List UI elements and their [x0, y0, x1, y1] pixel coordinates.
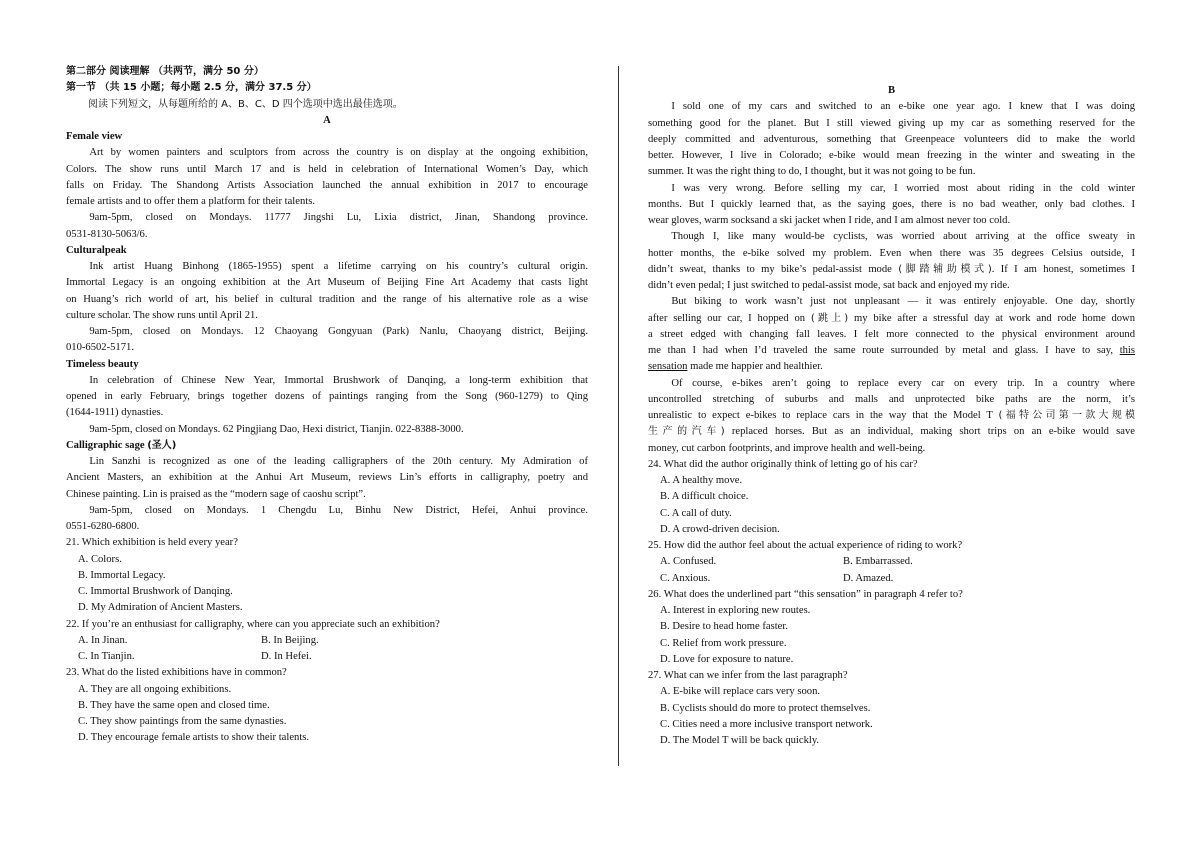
- right-column: [648, 83, 1135, 749]
- question-25-option[interactable]: B. Embarrassed.: [843, 556, 913, 568]
- question-22-stem: 22. If you’re an enthusiast for calligraphy, where can you appreciate such an exhibition?: [66, 618, 440, 630]
- section-heading: 第一节 （共 15 小题；每小题 2.5 分，满分 37.5 分）: [66, 82, 317, 94]
- passage-b-label: B: [887, 85, 896, 96]
- female-view-line: female artists and to offer them a platform for their talents.: [66, 196, 315, 207]
- passage-b-p5-line: uncontrolled stretching of suburbs and malls and unprotected bike paths are the norm, it’s: [648, 393, 1135, 405]
- instruction-text: 阅读下列短文，从每题所给的 A、B、C、D 四个选项中选出最佳选项。: [88, 98, 403, 110]
- female-view-line: Colors. The show runs until March 17 and is held in celebration of International Women’s Day, which: [66, 163, 588, 175]
- passage-b-p3-text: didn’t sweat, thanks to my bike’s pedal-assist mode: [648, 263, 899, 275]
- female-view-title: Female view: [66, 131, 123, 142]
- cultural-peak-info: 9am-5pm, closed on Mondays. 12 Chaoyang Gongyuan (Park) Nanlu, Chaoyang district, Beijing.: [89, 326, 588, 337]
- question-21-option[interactable]: C. Immortal Brushwork of Danqing.: [78, 586, 233, 597]
- question-27-option[interactable]: B. Cyclists should do more to protect themselves.: [660, 702, 871, 714]
- cultural-peak-line: on Huang’s rich world of art, his belief in cultural tradition and the range of his alternative role as a wise: [66, 293, 588, 305]
- timeless-beauty-line: In celebration of Chinese New Year, Immortal Brushwork of Danqing, a long-term exhibition that: [89, 374, 588, 386]
- calligraphic-sage-title-gloss: (圣人): [147, 439, 177, 451]
- timeless-beauty-info: 9am-5pm, closed on Mondays. 62 Pingjiang Dao, Hexi district, Tianjin. 022-8388-3000.: [89, 423, 464, 435]
- part-heading: 第二部分 阅读理解 （共两节，满分 50 分）: [66, 66, 264, 77]
- passage-b-p2-line: months. But I quickly learned that, as the saying goes, there is no bad weather, only bad clothes. I: [648, 198, 1135, 210]
- question-24-stem: 24. What did the author originally think of letting go of his car?: [648, 458, 918, 470]
- passage-b-p3-line: didn’t even pedal; I just switched to pedal-assist mode, sat back and enjoyed my ride.: [648, 280, 1010, 291]
- passage-b-p4-line: [648, 311, 1135, 327]
- passage-b-p2-line: I was very wrong. Before selling my car, I worried most about riding in the cold winter: [671, 182, 1135, 194]
- passage-b-p1-line: summer. It was the right thing to do, I thought, but it was not going to be fun.: [648, 166, 976, 178]
- question-25-option[interactable]: C. Anxious.: [660, 572, 711, 584]
- question-24-option[interactable]: B. A difficult choice.: [660, 491, 749, 503]
- passage-b-p5-text: unrealistic to expect e-bikes to replace cars in the way that the Model T: [648, 410, 999, 421]
- female-view-line: Art by women painters and sculptors from across the country is on display at the ongoing exhibition,: [89, 147, 588, 159]
- calligraphic-sage-line: Ancient Masters, an exhibition at the Anhui Art Museum, reviews Lin’s efforts in calligraphy, poetry and: [66, 472, 588, 484]
- passage-b-p4-line: But biking to work wasn’t just not unpleasant — it was entirely enjoyable. One day, shortly: [671, 296, 1135, 308]
- cultural-peak-line: Ink artist Huang Binhong (1865-1955) spent a lifetime carrying on his country’s cultural origin.: [89, 261, 588, 272]
- passage-b-p5-line: Of course, e-bikes aren’t going to replace every car on every trip. In a country where: [671, 377, 1135, 389]
- question-24-option[interactable]: D. A crowd-driven decision.: [660, 523, 780, 535]
- female-view-info: 9am-5pm, closed on Mondays. 11777 Jingshi Lu, Lixia district, Jinan, Shandong province.: [89, 212, 588, 224]
- passage-b-p3-line: [648, 262, 1135, 278]
- passage-a-label: A: [323, 114, 331, 126]
- question-23-stem: 23. What do the listed exhibitions have in common?: [66, 667, 287, 679]
- question-25-stem: 25. How did the author feel about the actual experience of riding to work?: [648, 540, 963, 551]
- passage-b-p5-line: money, cut carbon footprints, and improve health and well-being.: [648, 442, 926, 454]
- passage-b-p5-line: [648, 424, 1135, 440]
- question-27-stem: 27. What can we infer from the last paragraph?: [648, 670, 848, 681]
- question-22-option[interactable]: A. In Jinan.: [78, 634, 128, 646]
- question-25-options-row: [648, 571, 1135, 587]
- column-divider: [618, 66, 619, 766]
- timeless-beauty-line: (1644-1911) dynasties.: [66, 407, 164, 419]
- passage-b-p1-line: something good for the planet. But I still viewed giving up my car as something reserved for the: [648, 117, 1135, 129]
- passage-b-p4-line: [648, 359, 1135, 375]
- calligraphic-sage-info: 0551-6280-6800.: [66, 521, 140, 532]
- question-27-option[interactable]: C. Cities need a more inclusive transport network.: [660, 718, 873, 730]
- calligraphic-sage-title: [66, 438, 588, 454]
- question-26-option[interactable]: D. Love for exposure to nature.: [660, 653, 794, 665]
- passage-b-p3-text: . If I am honest, sometimes I: [991, 263, 1136, 275]
- question-23-option[interactable]: C. They show paintings from the same dynasties.: [78, 716, 287, 727]
- passage-b-p4-text: my bike after a stressful day at work and rode home down: [848, 312, 1136, 324]
- left-column: [66, 64, 588, 747]
- question-22-options-row: [66, 633, 588, 649]
- calligraphic-sage-line: Chinese painting. Lin is praised as the “modern sage of caoshu script”.: [66, 488, 366, 500]
- passage-b-gloss: (跳上): [810, 312, 849, 324]
- passage-b-p5-text: replaced horses. But as an individual, making short trips on an e-bike would save: [724, 426, 1135, 438]
- passage-b-p1-line: deeply committed and adventurous, something that Greenpeace volunteers did to make the world: [648, 133, 1135, 145]
- question-23-option[interactable]: D. They encourage female artists to show their talents.: [78, 732, 310, 744]
- passage-b-p5-line: [648, 408, 1135, 424]
- passage-b-gloss: (福特公司第一款大规模: [998, 410, 1136, 421]
- timeless-beauty-line: opened in early February, brings together dozens of paintings ranging from the Song (960-1279) to Qing: [66, 391, 588, 402]
- calligraphic-sage-info: 9am-5pm, closed on Mondays. 1 Chengdu Lu, Binhu New District, Hefei, Anhui province.: [89, 504, 588, 516]
- passage-b-p2-line: wear gloves, warm socksand a ski jacket when I ride, and I am almost never too cold.: [648, 215, 1011, 226]
- calligraphic-sage-line: Lin Sanzhi is recognized as one of the leading calligraphers of the 20th century. My Admiration of: [89, 456, 588, 467]
- question-24-option[interactable]: A. A healthy move.: [660, 475, 743, 486]
- passage-b-p4-text: made me happier and healthier.: [687, 361, 823, 373]
- question-25-option[interactable]: D. Amazed.: [843, 572, 894, 584]
- passage-b-p4-line: [648, 343, 1135, 359]
- question-26-stem: 26. What does the underlined part “this sensation” in paragraph 4 refer to?: [648, 588, 963, 600]
- female-view-line: falls on Friday. The Shandong Artists Association launched the annual exhibition in 2017 to encourage: [66, 179, 588, 191]
- underlined-phrase: this: [1119, 345, 1135, 356]
- passage-b-p4-line: a street edged with changing fall leaves. I felt more connected to the physical environment around: [648, 328, 1135, 340]
- passage-b-p3-line: hotter months, the e-bike solved my problem. Even when there was 35 degrees Celsius outside, I: [648, 247, 1135, 259]
- cultural-peak-title: Culturalpeak: [66, 244, 127, 256]
- question-26-option[interactable]: A. Interest in exploring new routes.: [660, 605, 811, 616]
- question-27-option[interactable]: D. The Model T will be back quickly.: [660, 735, 820, 746]
- passage-b-gloss: (脚踏辅助模式): [898, 263, 992, 275]
- question-21-option[interactable]: B. Immortal Legacy.: [78, 569, 166, 581]
- passage-b-gloss: 生产的汽车): [648, 426, 725, 438]
- cultural-peak-line: Immortal Legacy is an ongoing exhibition at the Art Museum of Beijing Fine Art Academy that casts light: [66, 277, 588, 289]
- passage-b-p4-text: me than I had when I’d traveled the same route surrounded by metal and glass. I have to say,: [648, 345, 1120, 356]
- question-21-option[interactable]: D. My Admiration of Ancient Masters.: [78, 602, 243, 614]
- cultural-peak-line: culture scholar. The show runs until April 21.: [66, 309, 258, 321]
- underlined-phrase: sensation: [648, 361, 688, 373]
- passage-b-p3-line: Though I, like many would-be cyclists, was worried about arriving at the office sweaty in: [671, 231, 1135, 243]
- question-21-stem: 21. Which exhibition is held every year?: [66, 537, 238, 549]
- question-22-options-row: [66, 649, 588, 665]
- question-26-option[interactable]: C. Relief from work pressure.: [660, 637, 787, 649]
- cultural-peak-info: 010-6502-5171.: [66, 342, 134, 354]
- question-23-option[interactable]: B. They have the same open and closed time.: [78, 699, 270, 711]
- passage-b-p1-line: better. However, I live in Colorado; e-bike would mean freezing in the winter and sweating in the: [648, 150, 1135, 161]
- question-21-option[interactable]: A. Colors.: [78, 553, 122, 565]
- question-24-option[interactable]: C. A call of duty.: [660, 507, 732, 519]
- question-26-option[interactable]: B. Desire to head home faster.: [660, 621, 788, 633]
- passage-b-p1-line: I sold one of my cars and switched to an e-bike one year ago. I knew that I was doing: [671, 101, 1135, 113]
- passage-b-p4-text: after selling our car, I hopped on: [648, 312, 811, 324]
- calligraphic-sage-title-text: Calligraphic sage: [66, 439, 148, 451]
- timeless-beauty-title: Timeless beauty: [66, 358, 139, 370]
- question-22-option[interactable]: B. In Beijing.: [261, 634, 319, 646]
- question-27-option[interactable]: A. E-bike will replace cars very soon.: [660, 686, 821, 698]
- question-22-option[interactable]: D. In Hefei.: [261, 651, 312, 662]
- question-23-option[interactable]: A. They are all ongoing exhibitions.: [78, 683, 232, 695]
- question-25-option[interactable]: A. Confused.: [660, 556, 717, 568]
- question-25-options-row: [648, 554, 1135, 570]
- question-22-option[interactable]: C. In Tianjin.: [78, 651, 135, 662]
- female-view-info: 0531-8130-5063/6.: [66, 228, 148, 240]
